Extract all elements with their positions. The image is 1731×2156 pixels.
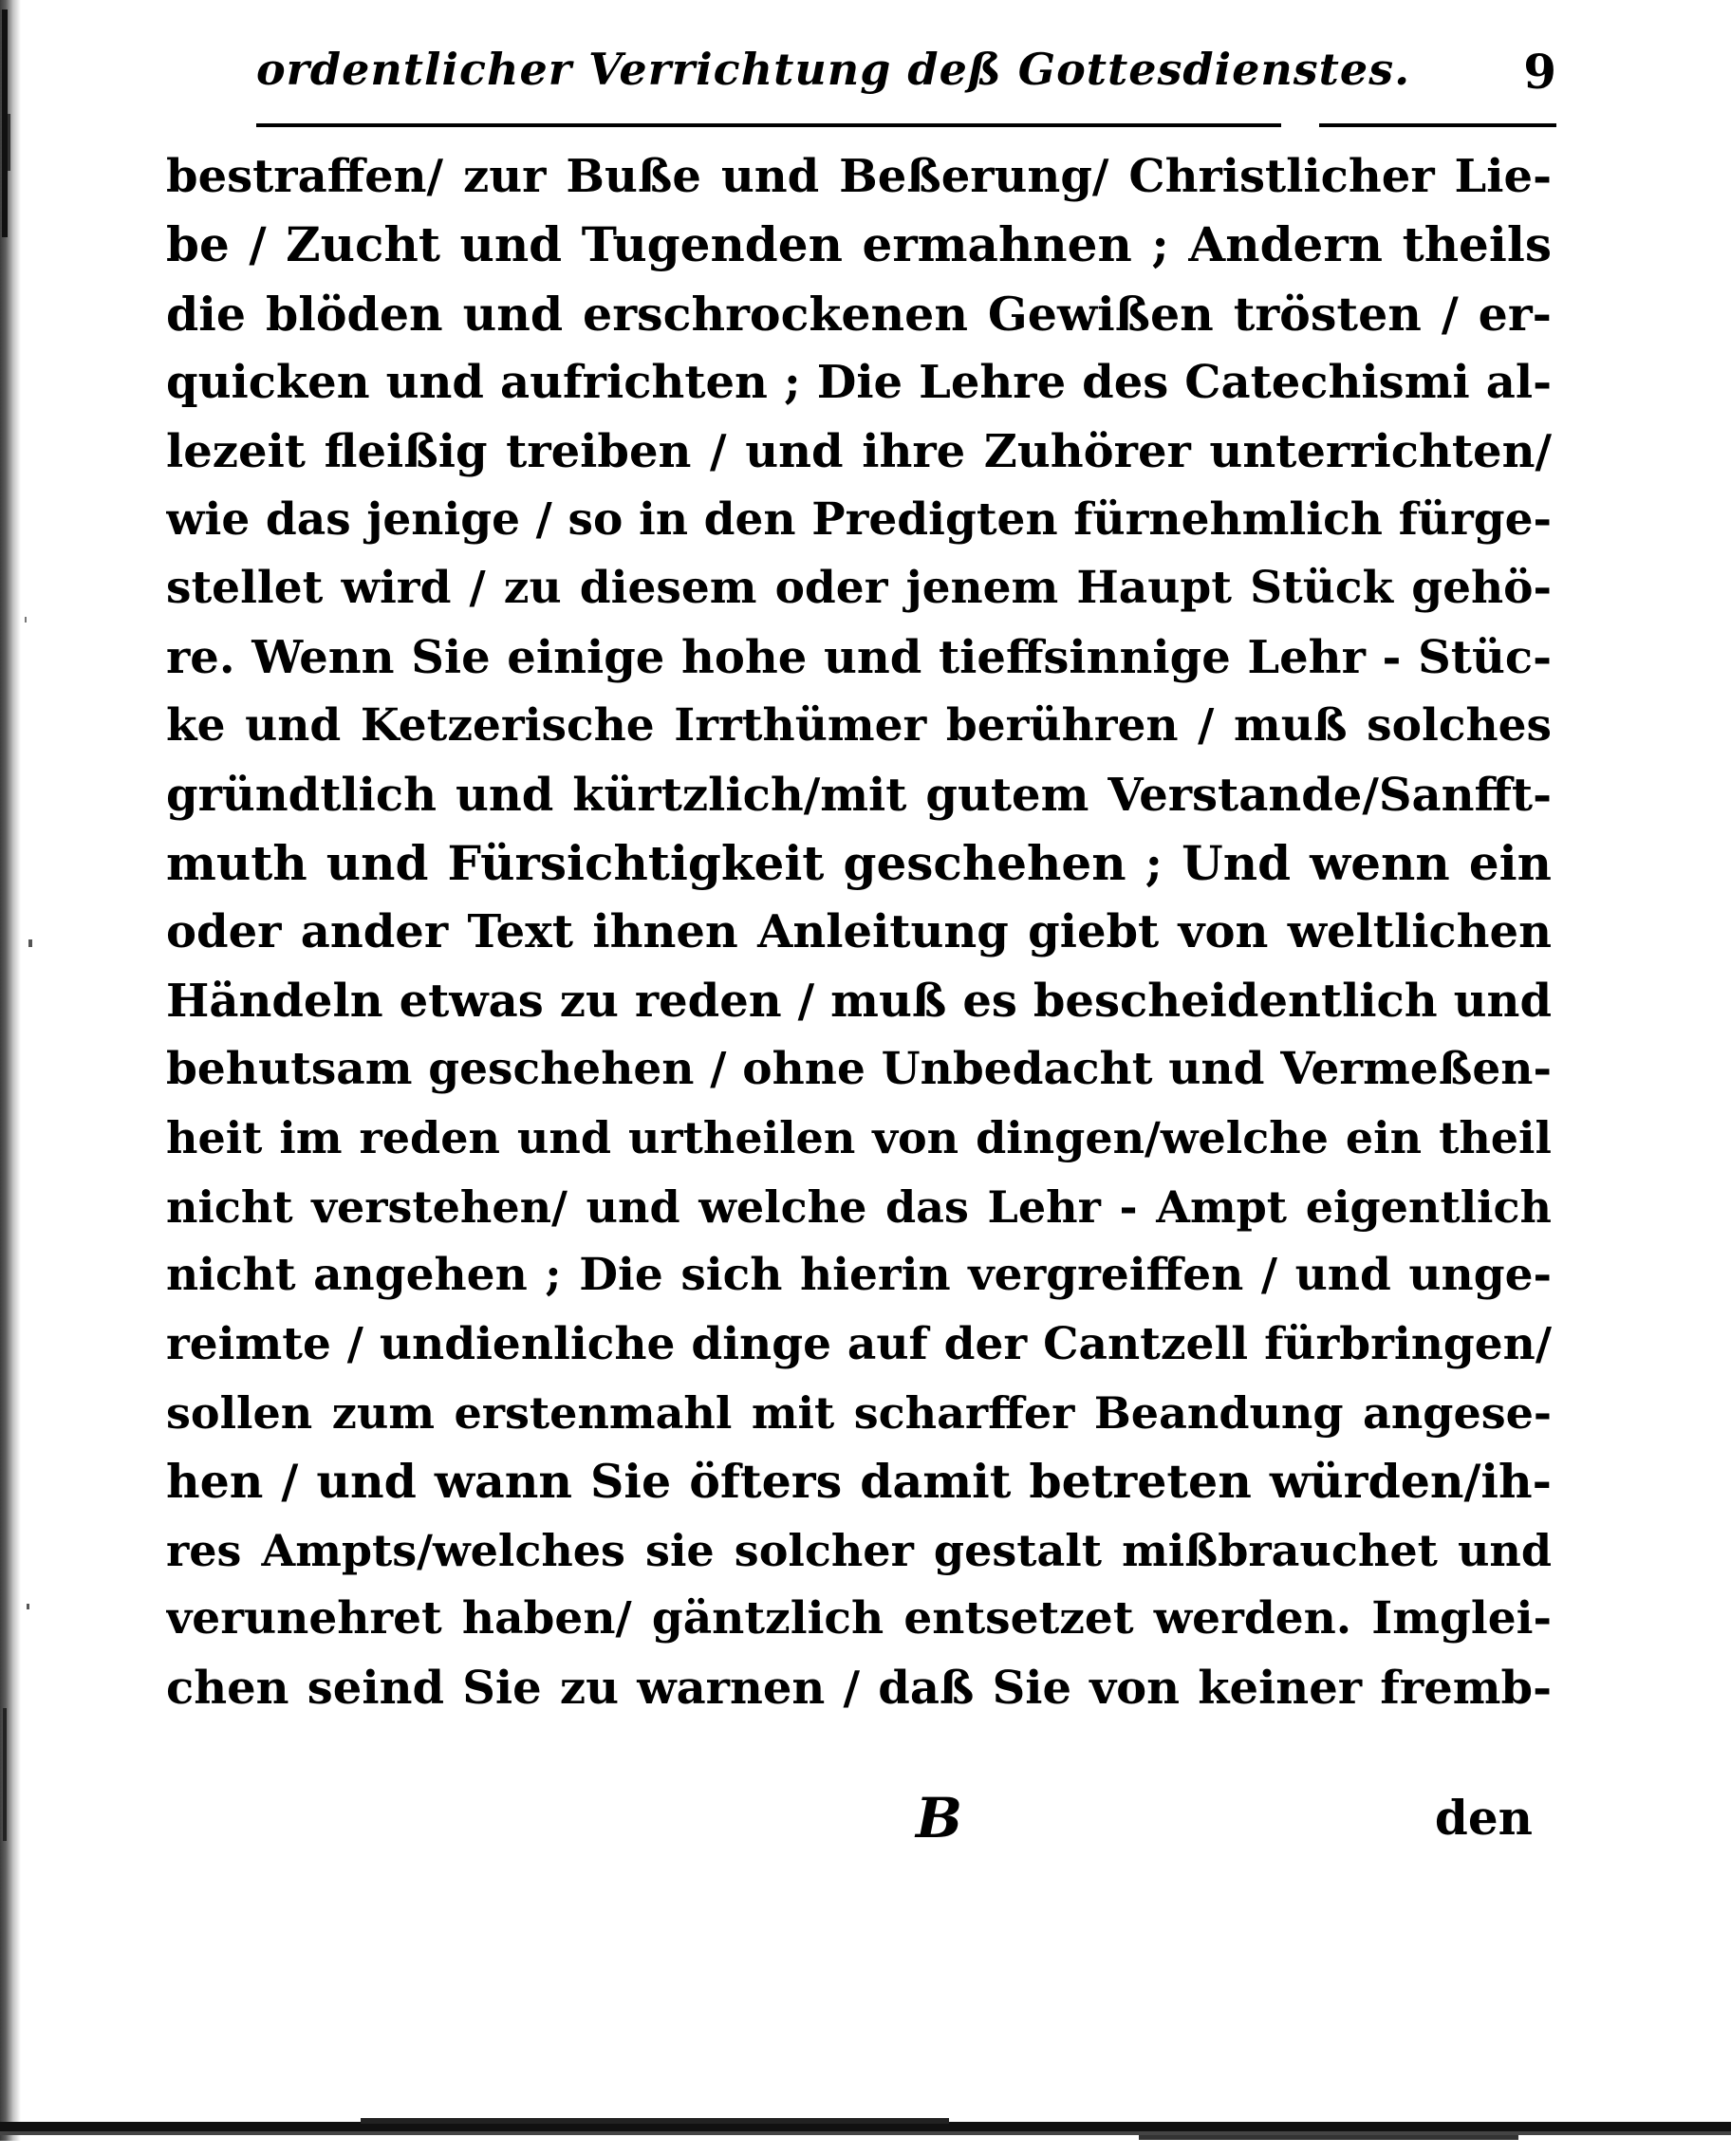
text-line: chen seind Sie zu warnen / daß Sie von keiner fremb- [166,1661,1552,1715]
text-line: nicht angehen ; Die sich hierin vergreiffen / und unge- [166,1249,1552,1302]
catchword: den [1434,1790,1533,1846]
text-line: sollen zum erstenmahl mit scharffer Beandung angese- [166,1387,1552,1440]
text-line: reimte / undienliche dinge auf der Cantzell fürbringen/ [166,1317,1552,1370]
text-line: oder ander Text ihnen Anleitung giebt von weltlichen [166,905,1552,959]
text-line: verunehret haben/ gäntzlich entsetzet werden. Imglei- [166,1592,1552,1645]
signature-mark: B [916,1786,963,1850]
text-line: hen / und wann Sie öfters damit betreten würden/ih- [166,1454,1552,1510]
text-line: re. Wenn Sie einige hohe und tieffsinnige Lehr - Stüc- [166,630,1552,684]
text-line: wie das jenige / so in den Predigten fürnehmlich fürge- [166,493,1552,546]
text-line: bestraffen/ zur Buße und Beßerung/ Christlicher Lie- [166,150,1552,203]
header-rule [256,123,1556,127]
text-line: muth und Fürsichtigkeit geschehen ; Und wenn ein [166,834,1552,891]
text-line: stellet wird / zu diesem oder jenem Haupt Stück gehö- [166,562,1552,615]
text-line: ke und Ketzerische Irrthümer berühren / muß solches [166,699,1552,753]
page-number: 9 [1523,44,1556,100]
header-rule-gap [1281,120,1319,131]
text-line: Händeln etwas zu reden / muß es bescheidentlich und [166,974,1552,1028]
body-text [166,142,1552,1722]
catchline [166,1786,1552,1862]
text-line: behutsam geschehen / ohne Unbedacht und Vermeßen- [166,1043,1552,1096]
text-line: gründtlich und kürtzlich/mit gutem Verstande/Sanfft- [166,768,1552,822]
text-line: heit im reden und urtheilen von dingen/welche ein theil [166,1112,1552,1164]
running-title: ordentlicher Verrichtung deß Gottesdienstes. [256,44,1411,95]
text-line: quicken und aufrichten ; Die Lehre des Catechismi al- [166,356,1552,410]
text-line: nicht verstehen/ und welche das Lehr - Ampt eigentlich [166,1180,1552,1233]
text-line: be / Zucht und Tugenden ermahnen ; Andern theils [166,216,1552,273]
page-bottom-edge [0,2109,1731,2156]
text-line: lezeit fleißig treiben / und ihre Zuhörer unterrichten/ [166,424,1552,478]
running-head [256,38,1556,123]
margin-specks [0,0,38,2156]
text-line: die blöden und erschrockenen Gewißen trösten / er- [166,286,1552,342]
text-line: res Ampts/welches sie solcher gestalt mißbrauchet und [166,1524,1552,1576]
